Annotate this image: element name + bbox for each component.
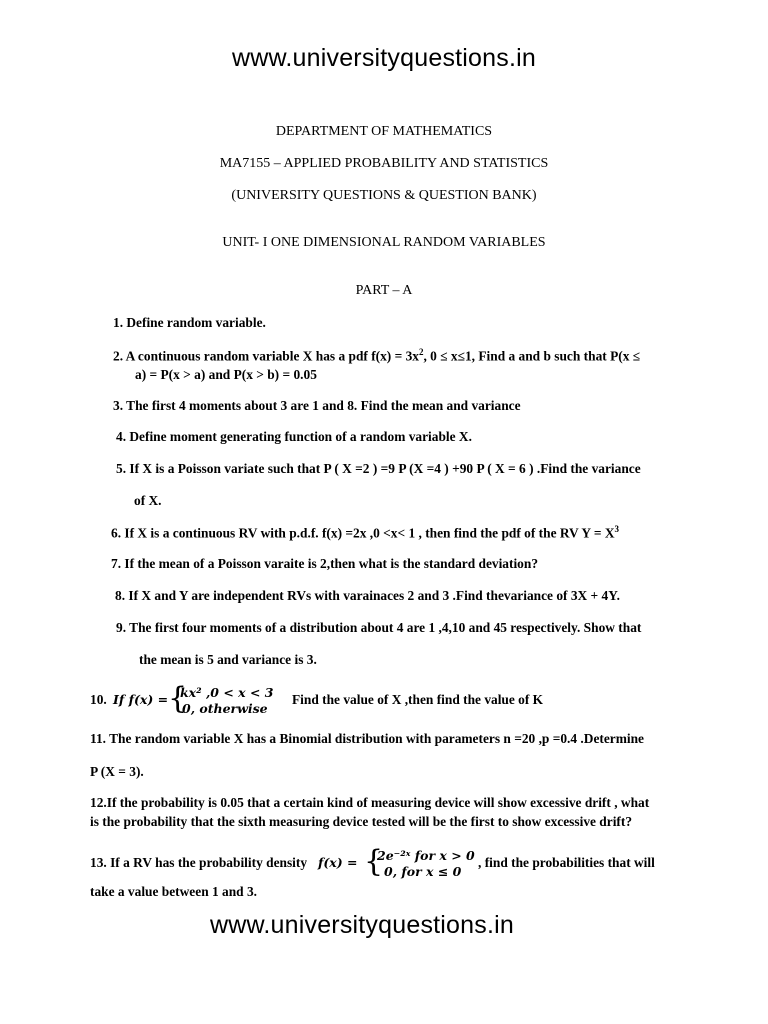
question-10-lhs: If f(x) = <box>113 692 169 707</box>
course-title: MA7155 – APPLIED PROBABILITY AND STATISTICS <box>219 156 549 171</box>
question-3: 3. The first 4 moments about 3 are 1 and 8. Find the mean and variance <box>113 398 521 413</box>
question-10-case-1: kx² ,0 < x < 3 <box>180 685 274 700</box>
watermark-bottom: www.universityquestions.in <box>210 911 514 939</box>
question-10-brace: { <box>168 681 188 716</box>
question-13-brace: { <box>364 844 384 879</box>
question-13-suffix: , find the probabilities that will <box>478 855 655 870</box>
question-13-line-2: take a value between 1 and 3. <box>90 884 258 899</box>
question-10-text: Find the value of X ,then find the value of K <box>292 692 544 707</box>
question-12-line-1: 12.If the probability is 0.05 that a certain kind of measuring device will show excessive drift , what <box>90 795 650 810</box>
question-1: 1. Define random variable. <box>113 315 266 330</box>
question-4: 4. Define moment generating function of a random variable X. <box>116 429 472 444</box>
question-8: 8. If X and Y are independent RVs with varainaces 2 and 3 .Find thevariance of 3X + 4Y. <box>115 588 620 603</box>
question-10-case-2: 0, otherwise <box>182 701 268 716</box>
question-12-line-2: is the probability that the sixth measuring device tested will be the first to show excessive drift? <box>90 814 633 829</box>
question-13-case-1: 2e⁻²ˣ for x > 0 <box>377 848 475 863</box>
part-title: PART – A <box>355 283 413 298</box>
unit-title: UNIT- I ONE DIMENSIONAL RANDOM VARIABLES <box>222 235 546 250</box>
question-13-lhs: f(x) = <box>318 855 358 870</box>
question-11-line-2: P (X = 3). <box>90 764 144 779</box>
question-7: 7. If the mean of a Poisson varaite is 2,then what is the standard deviation? <box>111 556 539 571</box>
question-2-line-2: a) = P(x > a) and P(x > b) = 0.05 <box>135 367 317 382</box>
question-2-line-1: 2. A continuous random variable X has a pdf $f(x) = 3x^2$, 0 ≤ x≤1, Find a and b such that P(x ≤ <box>113 347 641 364</box>
question-6: 6. If X is a continuous RV with p.d.f. f(x) =2x ,0 <x< 1 , then find the pdf of the RV $Y = X^3$ <box>111 524 620 541</box>
question-13-prefix: 13. If a RV has the probability density <box>90 855 308 870</box>
question-9-line-1: 9. The first four moments of a distribution about 4 are 1 ,4,10 and 45 respectively. Show that <box>116 620 642 635</box>
department-title: DEPARTMENT OF MATHEMATICS <box>275 124 493 139</box>
watermark-top: www.universityquestions.in <box>232 44 536 72</box>
question-10-number: 10. <box>90 692 107 707</box>
question-5-line-2: of X. <box>134 493 162 508</box>
question-11-line-1: 11. The random variable X has a Binomial distribution with parameters n =20 ,p =0.4 .Determine <box>90 731 644 746</box>
question-13-case-2: 0, for x ≤ 0 <box>384 864 462 879</box>
question-9-line-2: the mean is 5 and variance is 3. <box>139 652 317 667</box>
question-5-line-1: 5. If X is a Poisson variate such that P ( X =2 ) =9 P (X =4 ) +90 P ( X = 6 ) .Find the variance <box>116 461 641 476</box>
document-subtitle: (UNIVERSITY QUESTIONS & QUESTION BANK) <box>231 188 537 203</box>
